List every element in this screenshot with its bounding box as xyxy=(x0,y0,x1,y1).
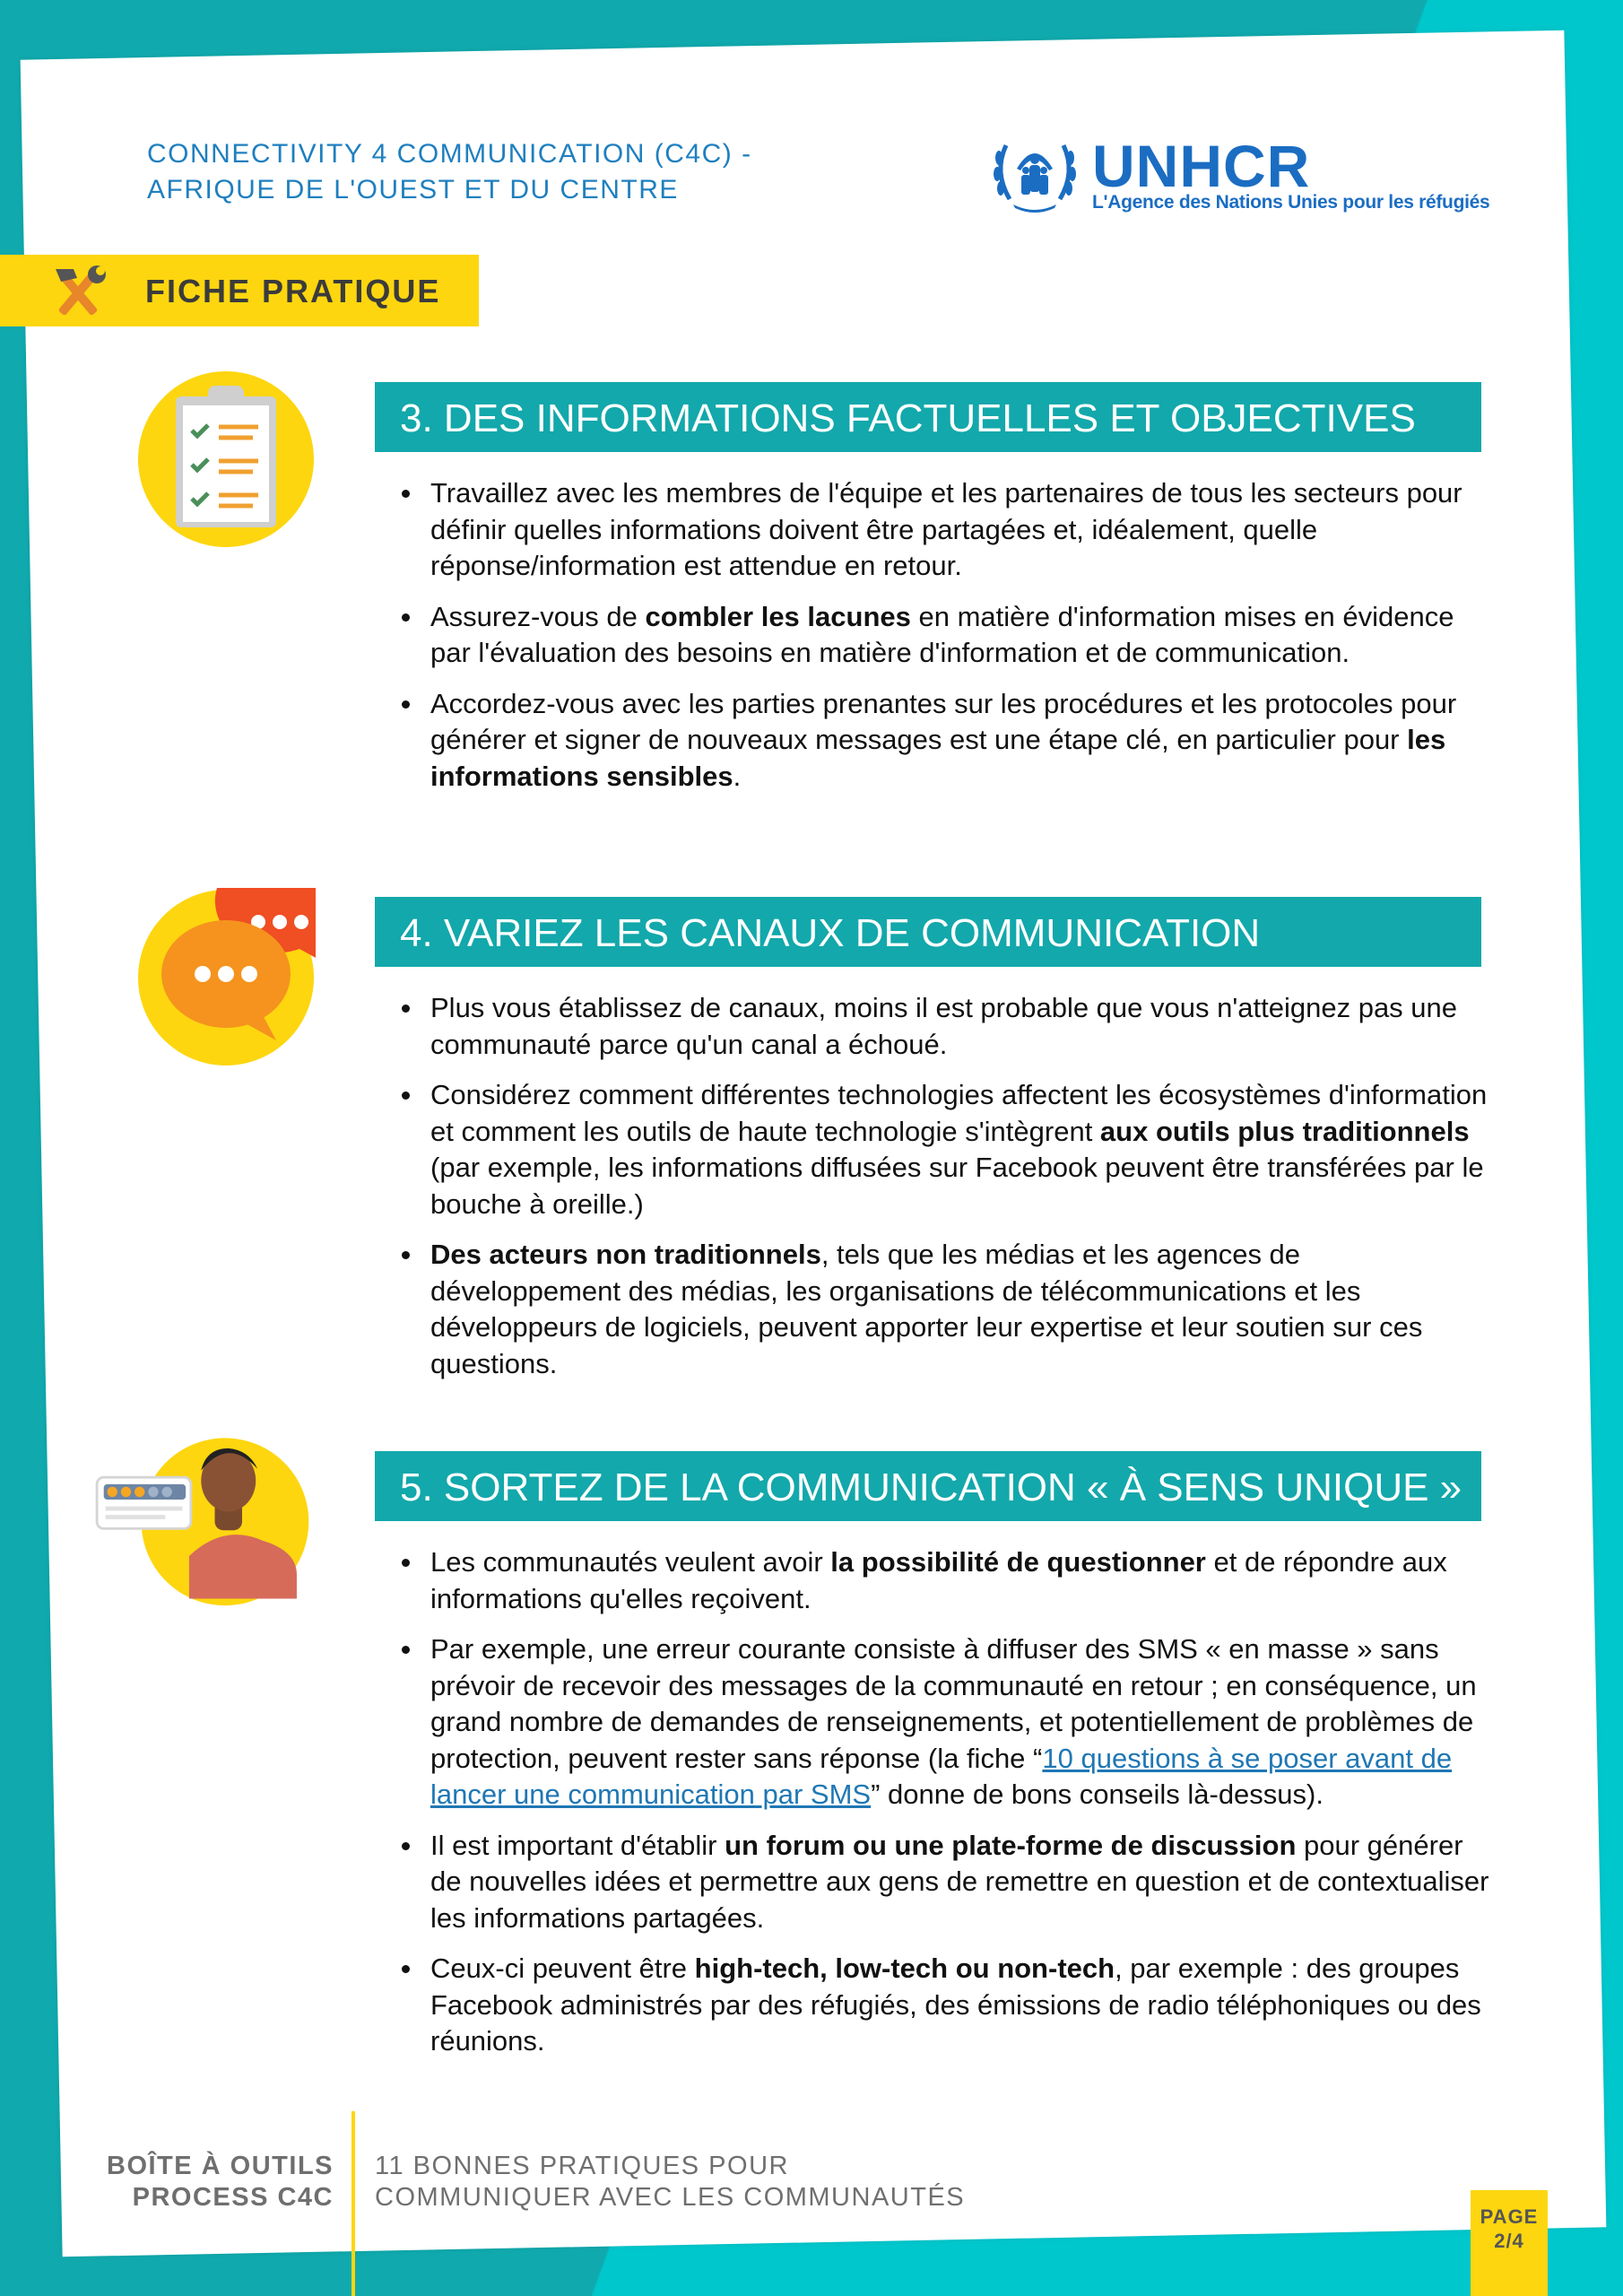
list-item: Des acteurs non traditionnels, tels que les médias et les agences de développement des médias, les organisations de télécommunications et les développeurs de logiciels, peuvent apporter leur expertise et leur soutien sur ces questions. xyxy=(395,1237,1497,1382)
footer-divider xyxy=(352,2111,355,2296)
sms-guide-link[interactable]: 10 questions à se poser avant de lancer une communication par SMS xyxy=(430,1742,1453,1810)
page-number: 2/4 xyxy=(1494,2230,1524,2252)
footer-right-line1: 11 BONNES PRATIQUES POUR xyxy=(375,2152,789,2180)
list-item: Il est important d'établir un forum ou une plate-forme de discussion pour générer de nouvelles idées et permettre aux gens de remettre en question et de contextualiser les informations partagées. xyxy=(395,1828,1497,1937)
unhcr-logo xyxy=(990,133,1492,215)
logo-name: UNHCR xyxy=(1092,133,1311,199)
list-item: Assurez-vous de combler les lacunes en matière d'information mises en évidence par l'évaluation des besoins en matière d'information et de communication. xyxy=(395,599,1497,672)
section-4-bullets xyxy=(395,990,1497,1396)
person-rating-icon xyxy=(90,1428,323,1607)
section-5-bullets xyxy=(395,1544,1497,2074)
footer-document-title xyxy=(375,2151,965,2213)
list-item: Ceux-ci peuvent être high-tech, low-tech ou non-tech, par exemple : des groupes Facebook administrés par des réfugiés, des émissions de radio téléphoniques ou des réunions. xyxy=(395,1951,1497,2060)
section-4-heading: 4. VARIEZ LES CANAUX DE COMMUNICATION xyxy=(375,897,1481,967)
section-3-bullets xyxy=(395,475,1497,809)
section-3-heading: 3. DES INFORMATIONS FACTUELLES ET OBJECTIVES xyxy=(375,382,1481,452)
list-item: Les communautés veulent avoir la possibilité de questionner et de répondre aux informations qu'elles reçoivent. xyxy=(395,1544,1497,1617)
footer-left-line1: BOÎTE À OUTILS xyxy=(107,2152,334,2180)
list-item: Travaillez avec les membres de l'équipe et les partenaires de tous les secteurs pour définir quelles informations doivent être partagées et, idéalement, quelle réponse/information est attendue en retour. xyxy=(395,475,1497,585)
list-item: Par exemple, une erreur courante consiste à diffuser des SMS « en masse » sans prévoir de recevoir des messages de la communauté en retour ; en conséquence, un grand nombre de demandes de renseignements, et potentiellement de problèmes de protection, peuvent rester sans réponse (la fiche “10 questions à se poser avant de lancer une communication par SMS” donne de bons conseils là-dessus). xyxy=(395,1631,1497,1813)
footer-toolbox-label xyxy=(99,2151,334,2213)
unhcr-emblem-icon xyxy=(990,133,1080,215)
header-title-line1: CONNECTIVITY 4 COMMUNICATION (C4C) - xyxy=(147,139,752,169)
list-item: Considérez comment différentes technologies affectent les écosystèmes d'information et comment les outils de haute technologie s'intègrent aux outils plus traditionnels (par exemple, les informations diffusées sur Facebook peuvent être transférées par le bouche à oreille.) xyxy=(395,1077,1497,1222)
footer-right-line2: COMMUNIQUER AVEC LES COMMUNAUTÉS xyxy=(375,2183,966,2212)
page-label: PAGE xyxy=(1480,2205,1539,2228)
header-title-line2: AFRIQUE DE L'OUEST ET DU CENTRE xyxy=(147,175,679,204)
section-5-heading: 5. SORTEZ DE LA COMMUNICATION « À SENS UNIQUE » xyxy=(375,1451,1481,1521)
chat-bubbles-icon xyxy=(136,888,316,1067)
list-item: Accordez-vous avec les parties prenantes sur les procédures et les protocoles pour générer et signer de nouveaux messages est une étape clé, en particulier pour les informations sensibles. xyxy=(395,686,1497,796)
footer-left-line2: PROCESS C4C xyxy=(132,2183,334,2212)
document-header-title xyxy=(147,136,752,208)
logo-tagline: L'Agence des Nations Unies pour les réfugiés xyxy=(1092,192,1490,213)
fiche-pratique-tag xyxy=(0,255,479,326)
list-item: Plus vous établissez de canaux, moins il est probable que vous n'atteignez pas une communauté parce qu'un canal a échoué. xyxy=(395,990,1497,1063)
tag-label: FICHE PRATIQUE xyxy=(145,273,441,309)
page-number-badge xyxy=(1471,2190,1548,2296)
clipboard-checklist-icon xyxy=(136,370,316,549)
tools-icon xyxy=(47,264,109,319)
